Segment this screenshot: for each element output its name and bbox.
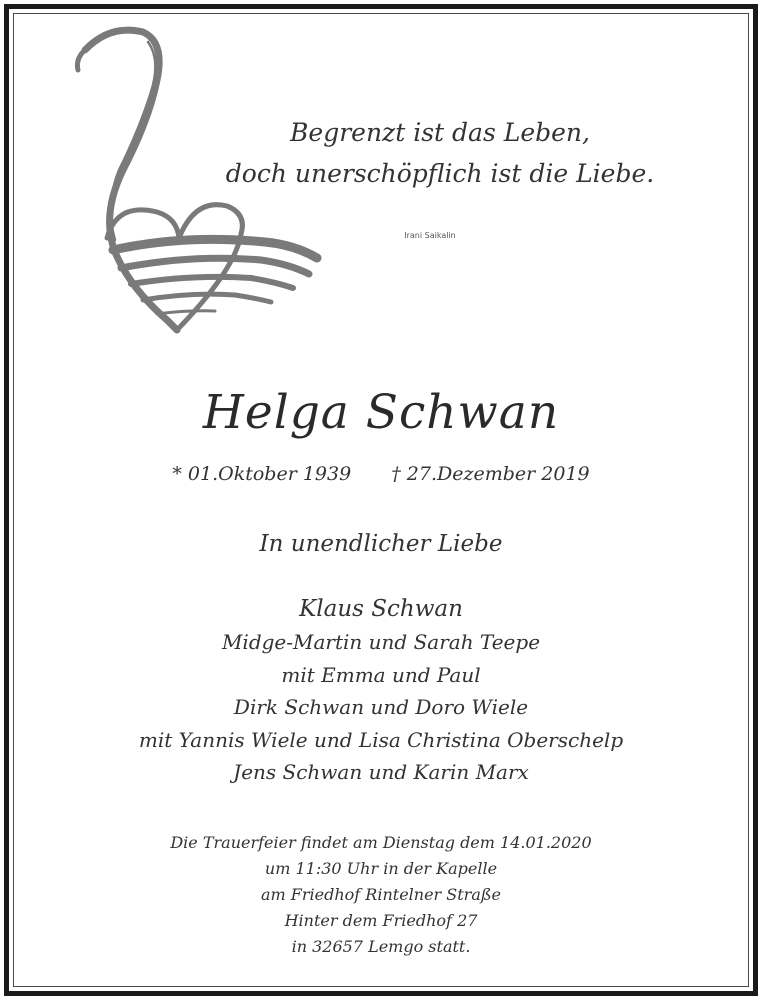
quote-author: Irani Saikalin [404,231,456,240]
family-member: Jens Schwan und Karin Marx [233,760,529,784]
birth-date: * 01.Oktober 1939 [172,463,352,485]
death-date: † 27.Dezember 2019 [391,463,590,485]
family-list [0,592,762,789]
service-line: Die Trauerfeier findet am Dienstag dem 14.01.2020 [170,833,592,852]
quote-line-2: doch unerschöpflich ist die Liebe. [225,159,655,188]
family-member: Dirk Schwan und Doro Wiele [233,695,529,719]
family-head: Klaus Schwan [299,596,463,622]
quote-line-1: Begrenzt ist das Leben, [290,118,590,147]
family-member: mit Emma und Paul [281,662,481,687]
service-line: am Friedhof Rintelner Straße [260,885,502,904]
family-member: mit Yannis Wiele und Lisa Christina Oberschelp [138,727,624,752]
deceased-name: Helga Schwan [202,385,560,440]
motto: In unendlicher Liebe [259,531,503,557]
service-line: um 11:30 Uhr in der Kapelle [264,859,498,878]
service-info [0,830,762,960]
quote [150,112,730,194]
life-dates [0,463,762,485]
family-member: Midge-Martin und Sarah Teepe [221,630,541,654]
service-line: in 32657 Lemgo statt. [291,937,471,956]
service-line: Hinter dem Friedhof 27 [284,911,478,930]
